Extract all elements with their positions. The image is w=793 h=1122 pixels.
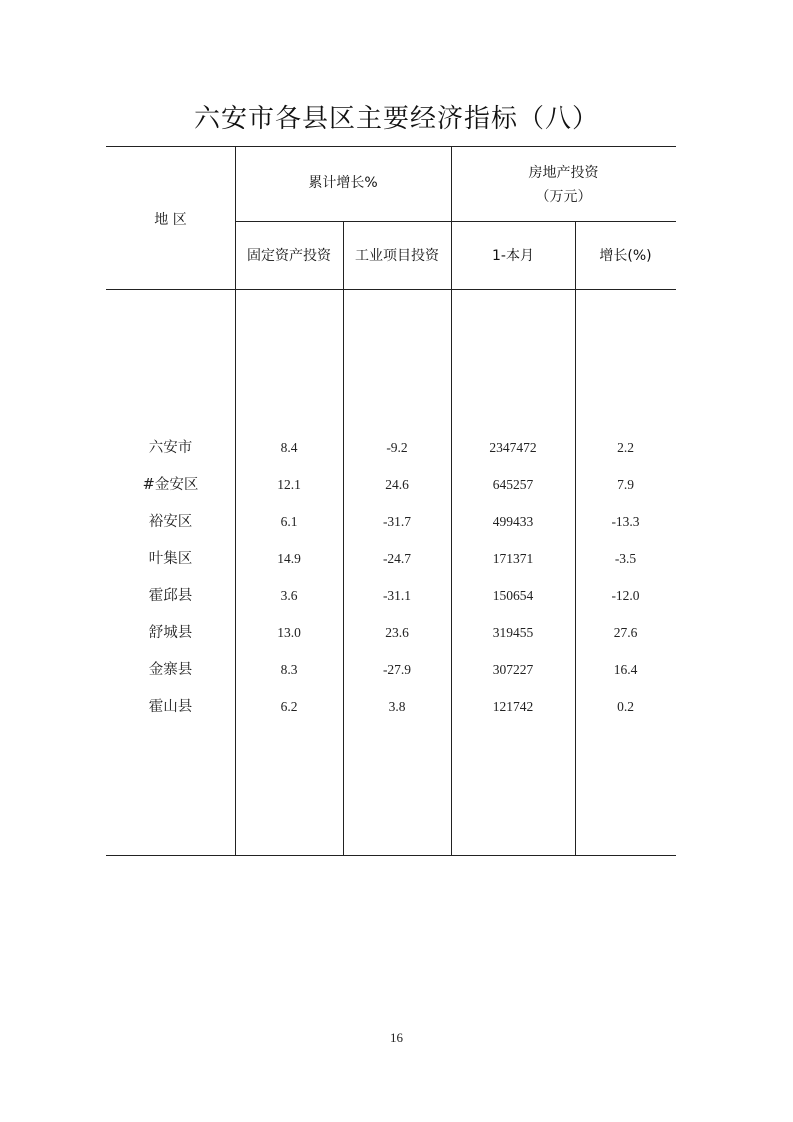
fixed-asset-cell: 6.2: [280, 699, 298, 714]
industrial-cell: 24.6: [385, 477, 409, 492]
region-cell: 霍山县: [148, 699, 193, 715]
amount-cell: 150654: [492, 588, 534, 603]
fixed-asset-cell: 13.0: [277, 625, 301, 640]
amount-cell: 121742: [492, 699, 534, 714]
header-real-estate-title: 房地产投资: [528, 165, 599, 181]
amount-cell: 499433: [492, 514, 534, 529]
industrial-cell: 23.6: [385, 625, 409, 640]
column-divider-fixed: [343, 221, 344, 856]
fixed-asset-cell: 8.3: [280, 662, 298, 677]
growth-cell: -12.0: [611, 588, 640, 603]
growth-cell: 7.9: [617, 477, 634, 492]
header-cumulative-growth: 累计增长%: [308, 175, 378, 191]
column-divider-amount: [575, 221, 576, 856]
fixed-asset-cell: 12.1: [277, 477, 301, 492]
growth-cell: 16.4: [613, 662, 638, 677]
region-cell: 金寨县: [148, 662, 193, 678]
table-top-border: [106, 146, 676, 147]
fixed-asset-cell: 6.1: [280, 514, 298, 529]
region-cell: 霍邱县: [148, 588, 193, 604]
page-title: 六安市各县区主要经济指标（八）: [193, 104, 599, 134]
growth-cell: -13.3: [611, 514, 640, 529]
industrial-cell: -31.1: [382, 588, 412, 603]
industrial-cell: -24.7: [382, 551, 412, 566]
header-industrial-project: 工业项目投资: [355, 248, 439, 264]
industrial-cell: -27.9: [382, 662, 412, 677]
amount-cell: 171371: [492, 551, 534, 566]
region-cell: 六安市: [148, 440, 193, 456]
header-real-estate-unit: （万元）: [535, 189, 592, 205]
page-number: 16: [390, 1030, 403, 1045]
growth-cell: 27.6: [613, 625, 638, 640]
growth-cell: 0.2: [617, 699, 634, 714]
growth-cell: -3.5: [614, 551, 637, 566]
amount-cell: 2347472: [489, 440, 537, 455]
region-cell: 舒城县: [148, 625, 193, 641]
fixed-asset-cell: 3.6: [280, 588, 298, 603]
amount-cell: 645257: [492, 477, 534, 492]
header-growth-pct: 增长(%): [599, 248, 652, 264]
industrial-cell: -9.2: [386, 440, 408, 455]
fixed-asset-cell: 14.9: [277, 551, 301, 566]
header-fixed-asset: 固定资产投资: [247, 248, 331, 264]
region-cell: 裕安区: [148, 514, 193, 530]
header-bottom-border: [106, 289, 676, 290]
fixed-asset-cell: 8.4: [280, 440, 298, 455]
table-bottom-border: [106, 855, 676, 856]
industrial-cell: -31.7: [382, 514, 412, 529]
amount-cell: 319455: [492, 625, 534, 640]
header-jan-to-month: 1-本月: [492, 248, 534, 264]
industrial-cell: 3.8: [388, 699, 406, 714]
header-region: 地 区: [154, 212, 187, 228]
amount-cell: 307227: [492, 662, 534, 677]
region-cell: 叶集区: [148, 551, 193, 567]
header-mid-border: [235, 221, 676, 222]
region-cell: #金安区: [142, 477, 199, 493]
growth-cell: 2.2: [617, 440, 634, 455]
